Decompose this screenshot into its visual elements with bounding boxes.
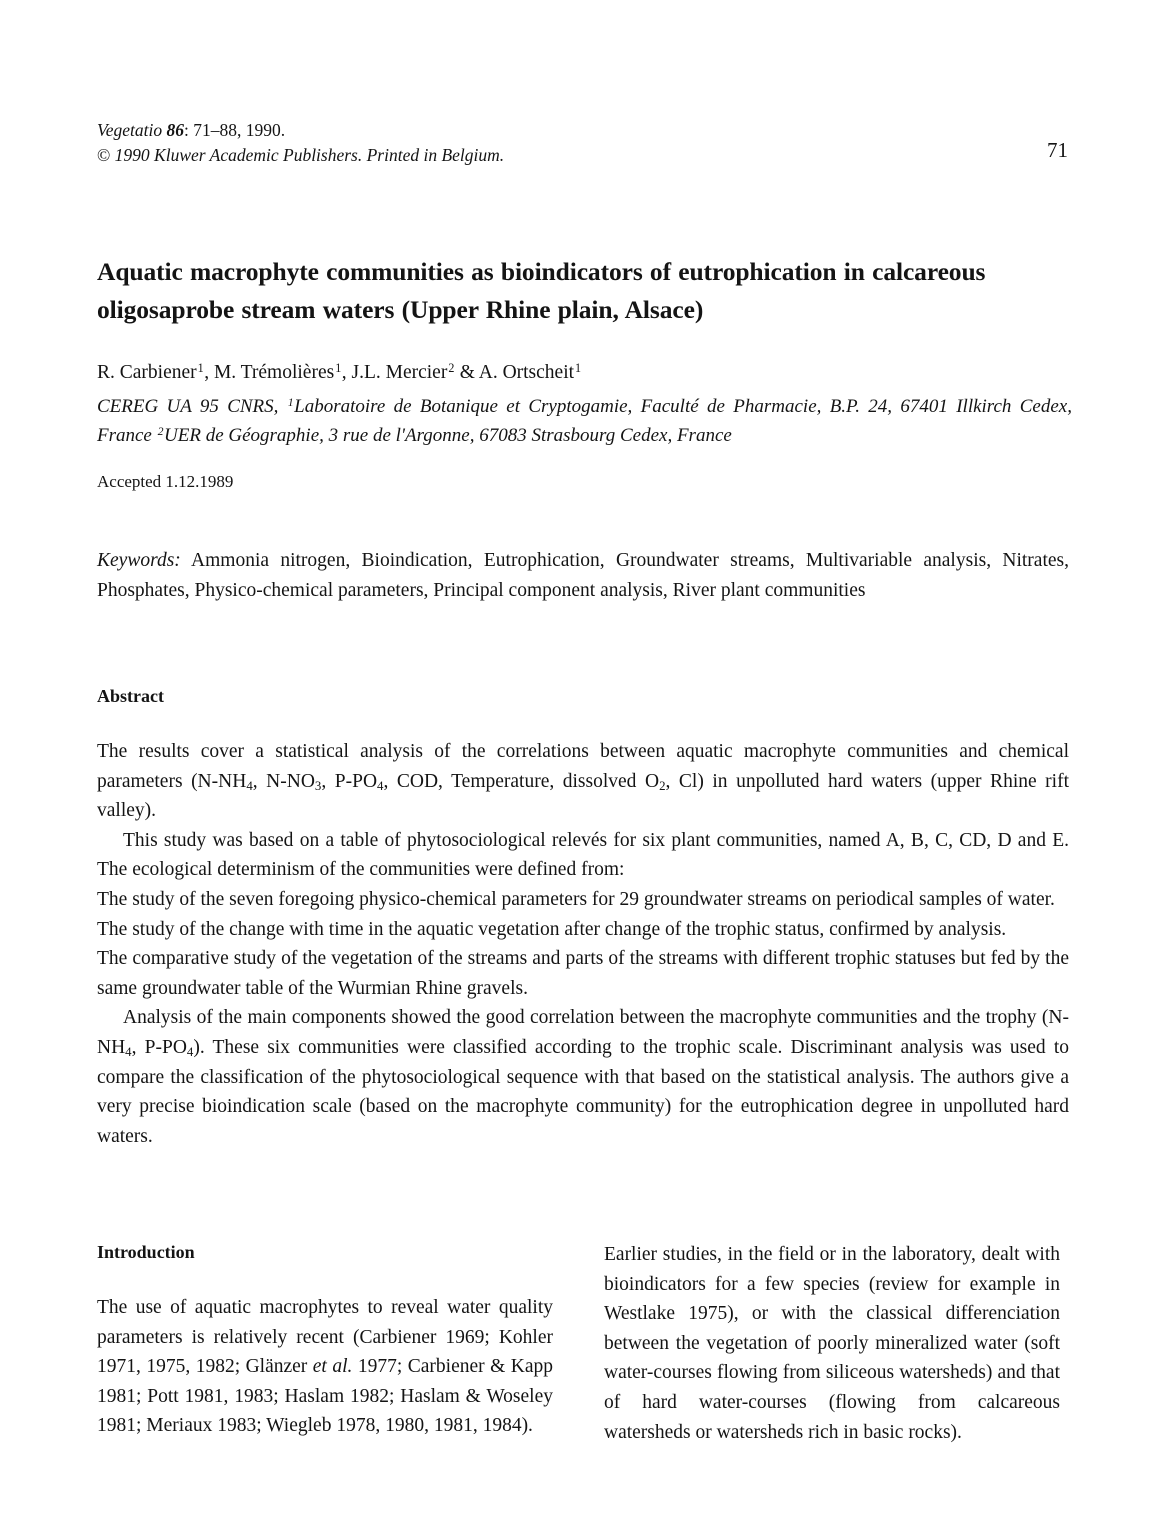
abstract-paragraph <box>97 1003 1069 1151</box>
page-number: 71 <box>1047 138 1068 162</box>
article-title-line2: calcareous oligosaprobe stream waters (Upper Rhine plain, Alsace) <box>97 257 986 325</box>
affiliation-marker-1: 1 <box>287 395 294 409</box>
abstract-text: Analysis of the main components showed the good correlation between the macrophyte communities and the trophy (N-NH <box>97 1007 1069 1058</box>
keywords-text: Ammonia nitrogen, Bioindication, Eutrophication, Groundwater streams, Multivariable analysis, Nitrates, Phosphates, Physico-chemical parameters, Principal component analysis, River plant communities <box>97 550 1069 601</box>
accepted-date: Accepted 1.12.1989 <box>97 472 234 491</box>
abstract-body <box>97 737 1069 1151</box>
column-right <box>604 1240 1060 1447</box>
introduction-paragraph-right: Earlier studies, in the field or in the laboratory, dealt with bioindicators for a few species (review for example in Westlake 1975), or with the classical differenciation between the vegetation of poorly mineralized water (soft water-courses flowing from siliceous watersheds) and that of hard water-courses (flowing from calcareous watersheds or watersheds rich in basic rocks). <box>604 1244 1060 1443</box>
copyright-line <box>97 143 797 168</box>
chemical-subscript: 2 <box>659 778 666 793</box>
author-name: R. Carbiener <box>97 362 197 383</box>
chemical-subscript: 4 <box>377 778 384 793</box>
abstract-text: ). These six communities were classified according to the trophic scale. Discriminant analysis was used to compare the classification of the phytosociological sequence with that based on the statistical analysis. The authors give a very precise bioindication scale (based on the macrophyte community) for the eutrophication degree in unpolluted hard waters. <box>97 1036 1069 1147</box>
author-list: R. Carbiener$^1$, M. Trémolières$^1$, J.L. Mercier$^2$ & A. Ortscheit$^1$ <box>97 360 582 383</box>
article-title-line1: Aquatic macrophyte communities as bioindicators of eutrophication in <box>97 257 865 287</box>
abstract-heading: Abstract <box>97 686 164 706</box>
abstract-text: , Cl) in unpolluted hard waters (upper Rhine rift valley). <box>97 770 1069 822</box>
chemical-subscript: 3 <box>314 778 322 793</box>
chemical-subscript: 4 <box>246 778 253 793</box>
author-name: M. Trémolières <box>213 362 335 383</box>
introduction-paragraph-left <box>97 1293 553 1441</box>
author-affiliation-marker: 1 <box>197 360 204 375</box>
abstract-text: , N-NO <box>252 770 315 792</box>
author-affiliation-marker: 1 <box>575 360 582 375</box>
abstract-text: , P-PO <box>131 1036 187 1058</box>
author-affiliation-marker: 1 <box>335 360 342 375</box>
affiliation-address-1: Laboratoire de Botanique et Cryptogamie, Faculté de Pharmacie, B.P. 24, 67401 Illkirch Cedex, France <box>97 396 1072 446</box>
author-name: A. Ortscheit <box>478 362 575 383</box>
abstract-text: , COD, Temperature, dissolved O <box>383 770 660 792</box>
author-name: J.L. Mercier <box>351 362 448 383</box>
journal-citation-header <box>97 118 797 168</box>
abstract-paragraph: The comparative study of the vegetation of the streams and parts of the streams with different trophic statuses but fed by the same groundwater table of the Wurmian Rhine gravels. <box>97 948 1069 999</box>
author-affiliation-marker: 2 <box>448 360 455 375</box>
keywords-block <box>97 546 1069 605</box>
chemical-subscript: 4 <box>125 1044 132 1059</box>
introduction-text: 1977; Carbiener & Kapp 1981; Pott 1981, 1983; Haslam 1982; Haslam & Woseley 1981; Meriaux 1983; Wiegleb 1978, 1980, 1981, 1984). <box>97 1356 553 1437</box>
affiliation-marker-2: 2 <box>157 424 164 438</box>
author-affiliations <box>97 392 1072 450</box>
page-title <box>97 253 1072 329</box>
abstract-text: The results cover a statistical analysis of the correlations between aquatic macrophyte communities and chemical parameters (N-NH <box>97 741 1069 792</box>
body-columns <box>97 1240 1069 1490</box>
copyright-icon: © <box>97 145 111 165</box>
affiliation-address-2: UER de Géographie, 3 rue de l'Argonne, 67083 Strasbourg Cedex, France <box>164 425 732 446</box>
journal-name: Vegetatio <box>97 120 163 140</box>
abstract-paragraph: The study of the seven foregoing physico-chemical parameters for 29 groundwater streams on periodical samples of water. <box>97 888 1055 910</box>
citation-et-al: et al. <box>312 1356 353 1378</box>
introduction-text: The use of aquatic macrophytes to reveal water quality parameters is relatively recent (Carbiener 1969; Kohler 1971, 1975, 1982; Glänzer <box>97 1297 553 1378</box>
journal-pages-year: : 71–88, 1990. <box>184 120 286 140</box>
abstract-text: , P-PO <box>321 770 378 792</box>
abstract-paragraph <box>97 737 1069 826</box>
affiliation-institute: CEREG UA 95 CNRS, <box>97 396 287 417</box>
abstract-paragraph: This study was based on a table of phytosociological relevés for six plant communities, named A, B, C, CD, D and E. The ecological determinism of the communities were defined from: <box>97 829 1069 881</box>
introduction-heading: Introduction <box>97 1242 195 1262</box>
keywords-label: Keywords: <box>97 550 181 571</box>
column-left <box>97 1240 553 1441</box>
journal-volume: 86 <box>166 120 184 140</box>
abstract-paragraph: The study of the change with time in the aquatic vegetation after change of the trophic status, confirmed by analysis. <box>97 918 1007 940</box>
journal-citation-line <box>97 118 797 143</box>
copyright-text: 1990 Kluwer Academic Publishers. Printed in Belgium. <box>114 145 505 165</box>
chemical-subscript: 4 <box>186 1044 194 1059</box>
